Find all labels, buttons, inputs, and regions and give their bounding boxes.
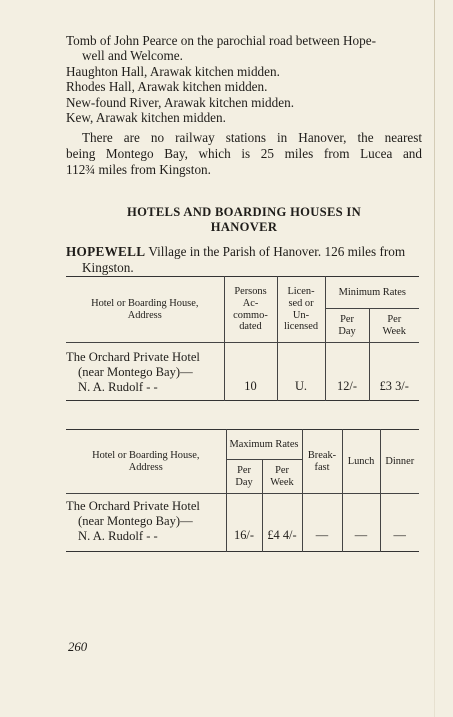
column-header-dinner: Dinner [380,430,419,494]
breakfast-cell: — [302,494,342,552]
list-item: New-found River, Arawak kitchen midden. [66,94,294,110]
minimum-rates-table [66,276,419,401]
hotel-name-cell: The Orchard Private Hotel (near Montego Bay)— N. A. Rudolf - - [66,350,200,394]
column-header-per-week: Per Week [369,309,419,343]
persons-cell: 10 [224,343,277,401]
railway-paragraph [66,130,422,178]
dinner-cell: — [380,494,419,552]
paragraph-line: 112¾ miles from Kingston. [66,162,211,177]
column-header-lunch: Lunch [342,430,380,494]
per-week-cell: £3 3/- [369,343,419,401]
maximum-rates-table [66,429,419,552]
licensed-cell: U. [277,343,325,401]
column-header-per-day: Per Day [226,460,262,494]
table-row [66,343,419,401]
heading-line: HOTELS AND BOARDING HOUSES IN [126,205,362,219]
place-name: HOPEWELL [66,244,146,259]
paragraph-line: There are no railway stations in Hanover, the nearest [82,130,422,145]
column-header-maximum-rates: Maximum Rates [226,430,302,460]
column-header-minimum-rates: Minimum Rates [325,277,419,309]
list-item-continuation: well and Welcome. [82,48,183,64]
place-description: Village in the Parish of Hanover. 126 miles from [145,244,406,259]
column-header-licensed: Licen- sed or Un- licensed [277,277,325,343]
paragraph-line: being Montego Bay, which is 25 miles from Lucea and [66,146,422,161]
column-header-per-day: Per Day [325,309,369,343]
place-entry [66,244,426,275]
heading-line: HANOVER [210,220,278,234]
lunch-cell: — [342,494,380,552]
column-header-house: Hotel or Boarding House, Address [66,430,226,494]
list-item: Kew, Arawak kitchen midden. [66,110,226,126]
list-item: Rhodes Hall, Arawak kitchen midden. [66,79,268,95]
per-day-cell: 16/- [226,494,262,552]
hotel-name-cell: The Orchard Private Hotel (near Montego Bay)— N. A. Rudolf - - [66,499,200,543]
antiquities-list [66,33,426,125]
column-header-persons: Persons Ac- commo- dated [224,277,277,343]
column-header-per-week: Per Week [262,460,302,494]
per-week-cell: £4 4/- [262,494,302,552]
column-header-breakfast: Break- fast [302,430,342,494]
per-day-cell: 12/- [325,343,369,401]
section-heading [66,205,422,235]
list-item: Tomb of John Pearce on the parochial road between Hope- [66,33,376,48]
place-description-cont: Kingston. [82,259,134,275]
list-item: Haughton Hall, Arawak kitchen midden. [66,63,280,79]
table-row [66,494,419,552]
page-number: 260 [68,640,88,654]
page-edge [434,0,435,717]
column-header-house: Hotel or Boarding House, Address [66,277,224,343]
